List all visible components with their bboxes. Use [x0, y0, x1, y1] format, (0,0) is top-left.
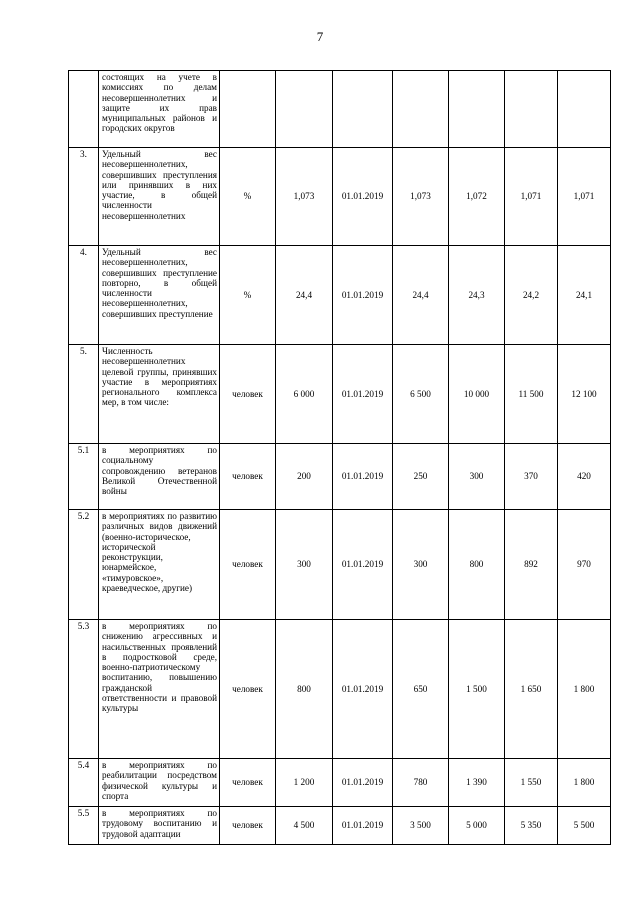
page-number: 7 — [316, 29, 324, 44]
year-2-cell: 300 — [449, 444, 505, 510]
base-value-cell: 200 — [276, 444, 333, 510]
base-date-cell: 01.01.2019 — [333, 759, 393, 807]
year-2-cell: 24,3 — [449, 246, 505, 345]
base-date-cell: 01.01.2019 — [333, 148, 393, 246]
year-1-cell — [393, 71, 449, 148]
year-3-cell: 892 — [505, 510, 558, 620]
year-2-cell: 5 000 — [449, 807, 505, 845]
unit-cell: человек — [220, 444, 276, 510]
year-4-cell: 12 100 — [558, 345, 611, 444]
base-date-cell: 01.01.2019 — [333, 345, 393, 444]
year-2-cell: 1,072 — [449, 148, 505, 246]
year-4-cell: 420 — [558, 444, 611, 510]
row-number: 5.3 — [69, 620, 99, 759]
year-3-cell: 370 — [505, 444, 558, 510]
year-2-cell: 800 — [449, 510, 505, 620]
year-4-cell: 24,1 — [558, 246, 611, 345]
year-1-cell: 24,4 — [393, 246, 449, 345]
base-value-cell: 1 200 — [276, 759, 333, 807]
table-row — [69, 71, 611, 148]
year-2-cell — [449, 71, 505, 148]
base-value-cell — [276, 71, 333, 148]
base-date-cell: 01.01.2019 — [333, 620, 393, 759]
year-3-cell: 11 500 — [505, 345, 558, 444]
unit-cell — [220, 71, 276, 148]
year-2-cell: 10 000 — [449, 345, 505, 444]
year-1-cell: 1,073 — [393, 148, 449, 246]
table-row — [69, 345, 611, 444]
year-1-cell: 650 — [393, 620, 449, 759]
year-3-cell: 1 650 — [505, 620, 558, 759]
year-1-cell: 250 — [393, 444, 449, 510]
year-4-cell — [558, 71, 611, 148]
base-date-cell: 01.01.2019 — [333, 807, 393, 845]
year-3-cell: 1,071 — [505, 148, 558, 246]
row-number: 4. — [69, 246, 99, 345]
row-number: 5.4 — [69, 759, 99, 807]
indicator-name: в мероприятиях по трудовому воспитанию и трудовой адаптации — [99, 807, 220, 845]
year-4-cell: 1 800 — [558, 620, 611, 759]
table-row — [69, 444, 611, 510]
row-number: 5.1 — [69, 444, 99, 510]
indicator-name: Численность несовершеннолетних целевой группы, принявших участие в мероприятиях регионального комплекса мер, в том числе: — [99, 345, 220, 444]
indicators-table — [68, 70, 611, 845]
base-value-cell: 1,073 — [276, 148, 333, 246]
year-1-cell: 780 — [393, 759, 449, 807]
unit-cell: % — [220, 148, 276, 246]
table-row — [69, 510, 611, 620]
table-row — [69, 620, 611, 759]
year-3-cell — [505, 71, 558, 148]
indicator-name: состоящих на учете в комиссиях по делам несовершеннолетних и защите их прав муниципальных районов и городских округов — [99, 71, 220, 148]
year-1-cell: 300 — [393, 510, 449, 620]
row-number: 5.5 — [69, 807, 99, 845]
year-3-cell: 24,2 — [505, 246, 558, 345]
indicator-name: в мероприятиях по социальному сопровождению ветеранов Великой Отечественной войны — [99, 444, 220, 510]
unit-cell: % — [220, 246, 276, 345]
base-value-cell: 800 — [276, 620, 333, 759]
year-4-cell: 970 — [558, 510, 611, 620]
row-number: 5. — [69, 345, 99, 444]
table-row — [69, 759, 611, 807]
year-2-cell: 1 500 — [449, 620, 505, 759]
year-1-cell: 3 500 — [393, 807, 449, 845]
base-value-cell: 4 500 — [276, 807, 333, 845]
indicator-name: Удельный вес несовершеннолетних, совершивших преступление повторно, в общей численности несовершеннолетних, совершивших преступление — [99, 246, 220, 345]
row-number: 5.2 — [69, 510, 99, 620]
indicator-name: в мероприятиях по реабилитации посредством физической культуры и спорта — [99, 759, 220, 807]
unit-cell: человек — [220, 759, 276, 807]
indicator-name: в мероприятиях по снижению агрессивных и насильственных проявлений в подростковой среде, военно-патриотическому воспитанию, повышению гражданской ответственности и правовой культуры — [99, 620, 220, 759]
indicator-name: Удельный вес несовершеннолетних, совершивших преступления или принявших в них участие, в общей численности несовершеннолетних — [99, 148, 220, 246]
unit-cell: человек — [220, 345, 276, 444]
base-date-cell: 01.01.2019 — [333, 510, 393, 620]
base-date-cell: 01.01.2019 — [333, 444, 393, 510]
year-3-cell: 5 350 — [505, 807, 558, 845]
year-4-cell: 1 800 — [558, 759, 611, 807]
table-row — [69, 807, 611, 845]
year-1-cell: 6 500 — [393, 345, 449, 444]
row-number: 3. — [69, 148, 99, 246]
year-2-cell: 1 390 — [449, 759, 505, 807]
unit-cell: человек — [220, 807, 276, 845]
table-row — [69, 246, 611, 345]
base-value-cell: 24,4 — [276, 246, 333, 345]
year-4-cell: 5 500 — [558, 807, 611, 845]
table-row — [69, 148, 611, 246]
year-4-cell: 1,071 — [558, 148, 611, 246]
base-value-cell: 300 — [276, 510, 333, 620]
year-3-cell: 1 550 — [505, 759, 558, 807]
base-value-cell: 6 000 — [276, 345, 333, 444]
unit-cell: человек — [220, 510, 276, 620]
base-date-cell — [333, 71, 393, 148]
unit-cell: человек — [220, 620, 276, 759]
row-number — [69, 71, 99, 148]
indicator-name: в мероприятиях по развитию различных видов движений (военно-историческое, исторической реконструкции, юнармейское, «тимуровское», краеведческое, другие) — [99, 510, 220, 620]
base-date-cell: 01.01.2019 — [333, 246, 393, 345]
